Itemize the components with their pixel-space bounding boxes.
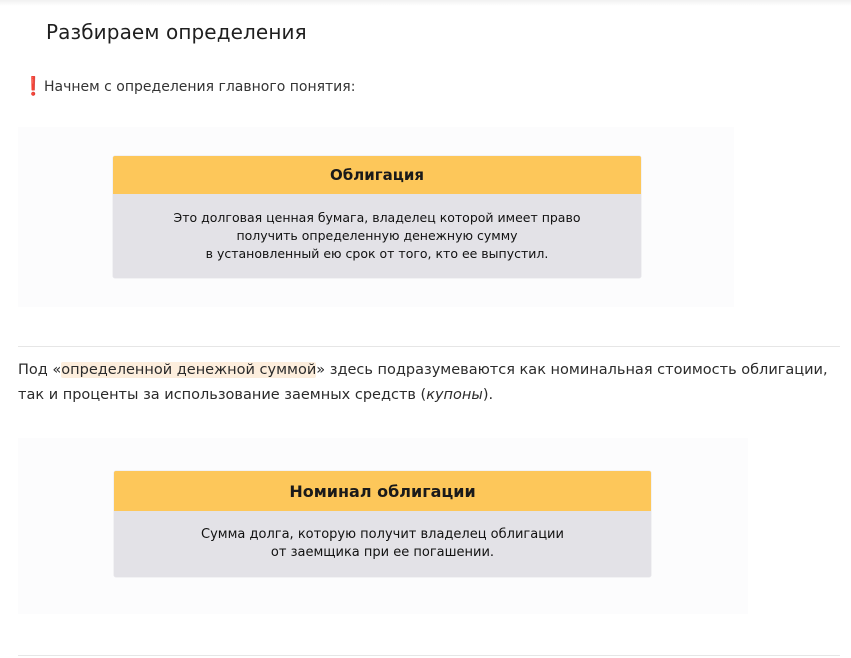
highlighted-phrase: определенной денежной суммой xyxy=(61,362,317,378)
intro-text: Начнем с определения главного понятия: xyxy=(44,79,356,95)
paragraph-prefix: Под « xyxy=(18,362,62,378)
paragraph-suffix: ). xyxy=(482,387,494,403)
explanation-paragraph xyxy=(18,358,840,408)
definition-card-nominal xyxy=(114,471,651,577)
section-title: Разбираем определения xyxy=(46,20,307,44)
card-body: Это долговая ценная бумага, владелец которой имеет право получить определенную денежную сумму в установленный ею срок от того, кто ее выпустил. xyxy=(113,194,641,278)
card-body: Сумма долга, которую получит владелец облигации от заемщика при ее погашении. xyxy=(114,511,651,577)
card-header: Облигация xyxy=(113,156,641,194)
divider xyxy=(18,346,840,347)
card-header: Номинал облигации xyxy=(114,471,651,511)
exclamation-icon: ❗ xyxy=(22,76,45,97)
intro-line xyxy=(22,78,355,96)
divider xyxy=(18,655,840,656)
definition-card-bond xyxy=(113,156,641,278)
top-shadow-bar xyxy=(0,0,851,6)
italic-term: купоны xyxy=(426,387,483,403)
paragraph-middle: » здесь подразумеваются как номинальная стоимость облигации, так и проценты за использование заемных средств ( xyxy=(18,362,828,403)
